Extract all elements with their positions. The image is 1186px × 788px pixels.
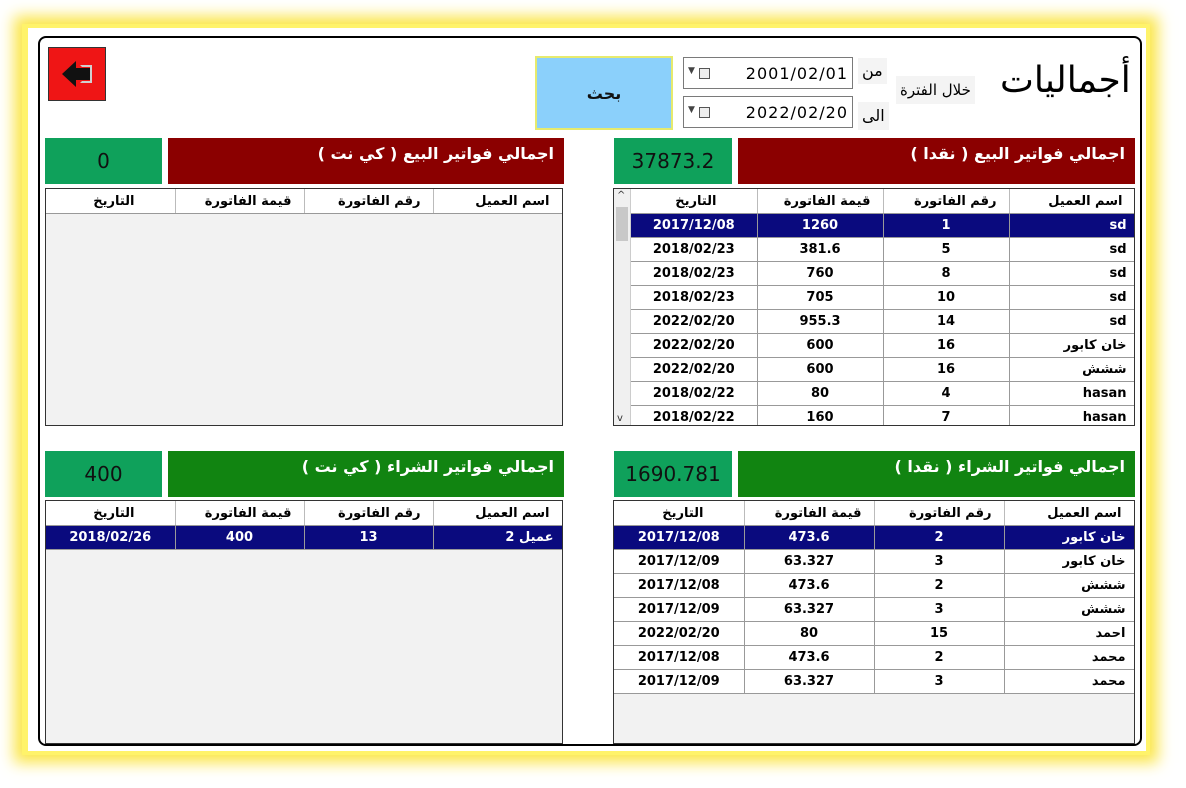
cell-invoice-value: 600 (757, 358, 883, 382)
col-header-invoice-number[interactable]: رقم الفاتورة (883, 189, 1009, 214)
exit-arrow-icon (60, 58, 94, 90)
sales-cash-table (631, 189, 1135, 426)
cell-invoice-value: 473.6 (744, 646, 874, 670)
vertical-scrollbar[interactable] (614, 189, 631, 425)
cell-date: 2018/02/23 (631, 262, 757, 286)
cell-invoice-number: 2 (874, 526, 1004, 550)
purchase-knet-header: اجمالي فواتير الشراء ( كي نت ) (168, 451, 564, 497)
col-header-invoice-number[interactable]: رقم الفاتورة (304, 501, 433, 526)
cell-invoice-number: 8 (883, 262, 1009, 286)
col-header-invoice-number[interactable]: رقم الفاتورة (874, 501, 1004, 526)
cell-invoice-number: 1 (883, 214, 1009, 238)
cell-date: 2018/02/22 (631, 382, 757, 406)
calendar-icon (699, 107, 710, 118)
col-header-customer[interactable]: اسم العميل (1009, 189, 1135, 214)
cell-date: 2017/12/08 (614, 574, 744, 598)
cell-customer: محمد (1004, 670, 1134, 694)
table-row[interactable] (614, 622, 1134, 646)
cell-invoice-number: 5 (883, 238, 1009, 262)
cell-customer: خان كابور (1004, 526, 1134, 550)
cell-date: 2018/02/22 (631, 406, 757, 427)
scroll-down-icon[interactable]: v (617, 413, 623, 424)
cell-invoice-value: 600 (757, 334, 883, 358)
cell-date: 2022/02/20 (631, 334, 757, 358)
cell-invoice-value: 473.6 (744, 574, 874, 598)
cell-date: 2017/12/09 (614, 670, 744, 694)
cell-date: 2022/02/20 (631, 310, 757, 334)
purchase-knet-table (46, 501, 563, 550)
from-label: من (858, 58, 887, 84)
purchase-cash-grid[interactable] (613, 500, 1135, 744)
cell-invoice-number: 2 (874, 646, 1004, 670)
cell-invoice-value: 63.327 (744, 670, 874, 694)
table-row[interactable] (631, 262, 1135, 286)
cell-date: 2017/12/08 (631, 214, 757, 238)
cell-customer: احمد (1004, 622, 1134, 646)
table-row[interactable] (614, 598, 1134, 622)
cell-invoice-number: 7 (883, 406, 1009, 427)
cell-customer: ششش (1004, 574, 1134, 598)
cell-invoice-number: 4 (883, 382, 1009, 406)
cell-invoice-number: 14 (883, 310, 1009, 334)
cell-customer: sd (1009, 286, 1135, 310)
sales-knet-header-row (46, 189, 562, 214)
purchase-knet-grid[interactable] (45, 500, 563, 744)
cell-invoice-number: 3 (874, 670, 1004, 694)
cell-customer: sd (1009, 262, 1135, 286)
sales-cash-header-row (631, 189, 1135, 214)
exit-button[interactable] (48, 47, 106, 101)
table-row[interactable] (614, 670, 1134, 694)
cell-date: 2018/02/26 (46, 526, 175, 550)
period-label: خلال الفترة (896, 76, 975, 104)
col-header-invoice-value[interactable]: قيمة الفاتورة (757, 189, 883, 214)
page-title: أجماليات (1000, 60, 1131, 101)
purchase-cash-table (614, 501, 1135, 694)
cell-invoice-number: 10 (883, 286, 1009, 310)
cell-invoice-number: 16 (883, 334, 1009, 358)
col-header-date[interactable]: التاريخ (46, 189, 175, 214)
table-row[interactable] (631, 238, 1135, 262)
cell-date: 2017/12/08 (614, 526, 744, 550)
search-button[interactable]: بحث (535, 56, 673, 130)
cell-invoice-value: 955.3 (757, 310, 883, 334)
table-row[interactable] (631, 286, 1135, 310)
cell-customer: خان كابور (1004, 550, 1134, 574)
cell-customer: محمد (1004, 646, 1134, 670)
scroll-up-icon[interactable]: ^ (617, 190, 626, 201)
cell-date: 2017/12/09 (614, 550, 744, 574)
to-date-picker[interactable] (683, 96, 853, 128)
cell-customer: hasan (1009, 406, 1135, 427)
table-row[interactable] (614, 526, 1134, 550)
table-row[interactable] (614, 646, 1134, 670)
cell-customer: خان كابور (1009, 334, 1135, 358)
purchase-cash-header-row (614, 501, 1134, 526)
table-row[interactable] (631, 334, 1135, 358)
from-date-picker[interactable] (683, 57, 853, 89)
purchase-cash-rows (614, 526, 1134, 694)
col-header-date[interactable]: التاريخ (614, 501, 744, 526)
table-row[interactable] (614, 574, 1134, 598)
col-header-date[interactable]: التاريخ (631, 189, 757, 214)
cell-invoice-value: 1260 (757, 214, 883, 238)
calendar-icon (699, 68, 710, 79)
cell-date: 2018/02/23 (631, 286, 757, 310)
dropdown-arrow-icon: ▼ (688, 66, 695, 76)
cell-invoice-number: 3 (874, 598, 1004, 622)
table-row[interactable] (631, 406, 1135, 427)
sales-cash-grid[interactable] (613, 188, 1135, 426)
from-date-value: 2001/02/01 (745, 64, 848, 83)
cell-invoice-number: 15 (874, 622, 1004, 646)
cell-date: 2017/12/08 (614, 646, 744, 670)
col-header-customer[interactable]: اسم العميل (1004, 501, 1134, 526)
purchase-cash-total: 1690.781 (614, 451, 732, 497)
cell-date: 2022/02/20 (631, 358, 757, 382)
to-label: الى (858, 102, 889, 130)
col-header-invoice-value[interactable]: قيمة الفاتورة (744, 501, 874, 526)
dropdown-arrow-icon: ▼ (688, 105, 695, 115)
scroll-thumb[interactable] (616, 207, 628, 241)
purchase-knet-header-row (46, 501, 562, 526)
col-header-date[interactable]: التاريخ (46, 501, 175, 526)
cell-invoice-value: 705 (757, 286, 883, 310)
sales-knet-header: اجمالي فواتير البيع ( كي نت ) (168, 138, 564, 184)
cell-invoice-number: 2 (874, 574, 1004, 598)
cell-invoice-value: 400 (175, 526, 304, 550)
cell-invoice-number: 13 (304, 526, 433, 550)
purchase-knet-total: 400 (45, 451, 162, 497)
cell-customer: ششش (1009, 358, 1135, 382)
cell-date: 2022/02/20 (614, 622, 744, 646)
cell-customer: ششش (1004, 598, 1134, 622)
cell-invoice-number: 3 (874, 550, 1004, 574)
cell-date: 2018/02/23 (631, 238, 757, 262)
cell-invoice-value: 80 (744, 622, 874, 646)
table-row[interactable] (46, 526, 562, 550)
cell-invoice-value: 760 (757, 262, 883, 286)
cell-customer: hasan (1009, 382, 1135, 406)
sales-cash-total: 37873.2 (614, 138, 732, 184)
cell-date: 2017/12/09 (614, 598, 744, 622)
table-row[interactable] (631, 310, 1135, 334)
cell-customer: sd (1009, 310, 1135, 334)
col-header-customer[interactable]: اسم العميل (433, 189, 562, 214)
sales-cash-header: اجمالي فواتير البيع ( نقدا ) (738, 138, 1135, 184)
col-header-invoice-value[interactable]: قيمة الفاتورة (175, 501, 304, 526)
sales-knet-grid[interactable] (45, 188, 563, 426)
table-row[interactable] (631, 214, 1135, 238)
sales-cash-rows (631, 214, 1135, 427)
col-header-invoice-value[interactable]: قيمة الفاتورة (175, 189, 304, 214)
cell-invoice-value: 381.6 (757, 238, 883, 262)
table-row[interactable] (631, 358, 1135, 382)
purchase-knet-rows (46, 526, 562, 550)
cell-customer: sd (1009, 238, 1135, 262)
purchase-cash-header: اجمالي فواتير الشراء ( نقدا ) (738, 451, 1135, 497)
cell-invoice-value: 63.327 (744, 598, 874, 622)
to-date-value: 2022/02/20 (745, 103, 848, 122)
table-row[interactable] (631, 382, 1135, 406)
col-header-customer[interactable]: اسم العميل (433, 501, 562, 526)
cell-invoice-value: 473.6 (744, 526, 874, 550)
col-header-invoice-number[interactable]: رقم الفاتورة (304, 189, 433, 214)
cell-invoice-value: 63.327 (744, 550, 874, 574)
cell-customer: عميل 2 (433, 526, 562, 550)
sales-knet-total: 0 (45, 138, 162, 184)
cell-customer: sd (1009, 214, 1135, 238)
cell-invoice-value: 160 (757, 406, 883, 427)
cell-invoice-number: 16 (883, 358, 1009, 382)
sales-knet-table (46, 189, 563, 214)
cell-invoice-value: 80 (757, 382, 883, 406)
table-row[interactable] (614, 550, 1134, 574)
